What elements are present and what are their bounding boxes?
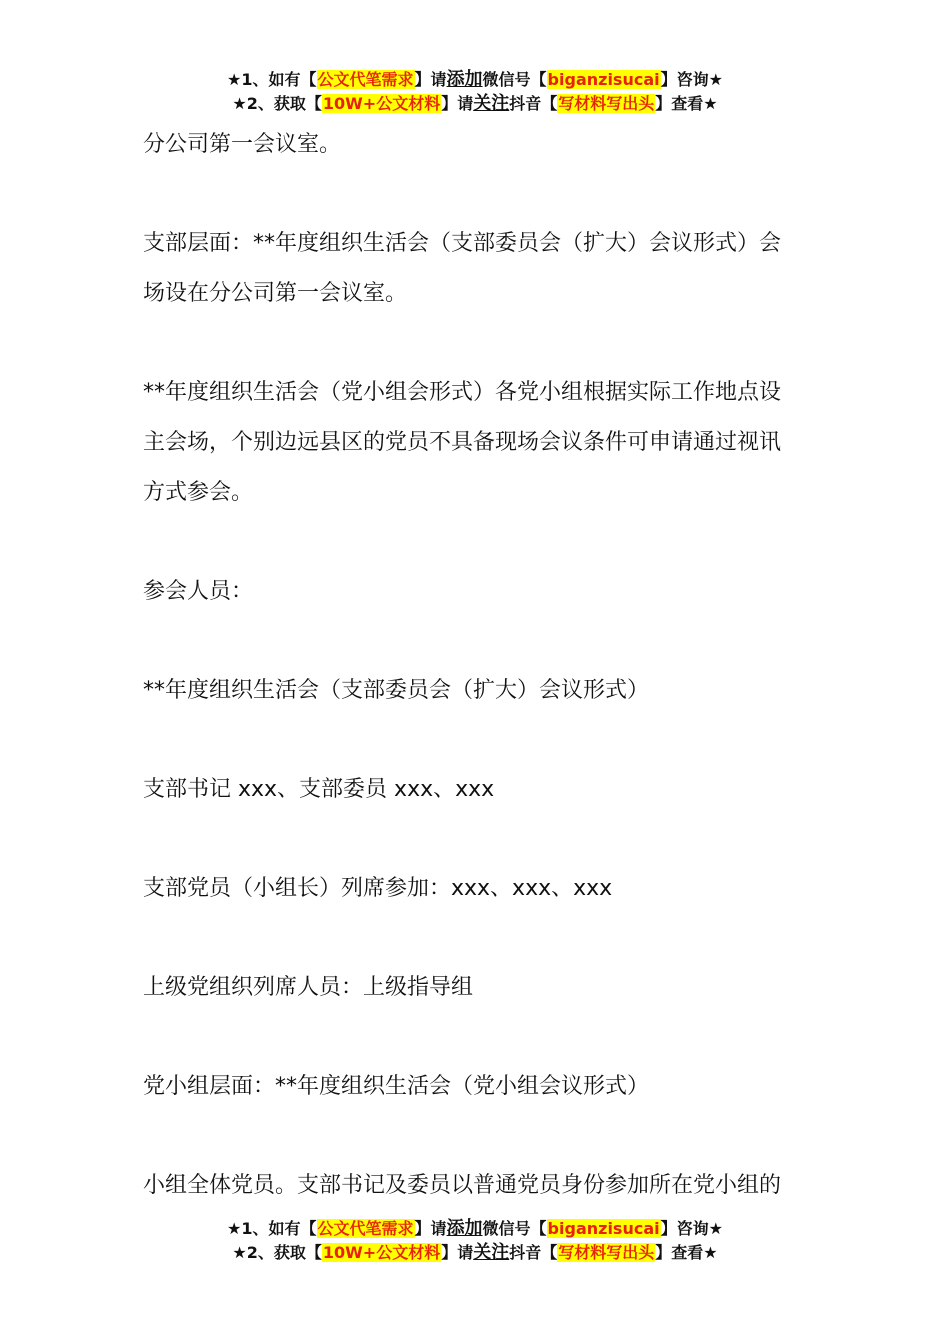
banner-text: 抖音【 (509, 1243, 558, 1262)
paragraph-superior-attendees: 上级党组织列席人员：上级指导组 (143, 975, 474, 1000)
highlight-materials: 10W+公文材料 (322, 94, 441, 113)
highlight-douyin: 写材料写出头 (558, 1243, 655, 1262)
paragraph-branch-level-2: 场设在分公司第一会议室。 (143, 281, 408, 306)
highlight-wechat-id: biganzisucai (547, 1219, 660, 1238)
banner-text: 】请 (414, 1219, 447, 1238)
emphasis-follow: 关注 (473, 1242, 510, 1263)
paragraph-group-meeting-2: 主会场，个别边远县区的党员不具备现场会议条件可申请通过视讯 (143, 430, 782, 455)
star-icon: ★ (227, 1219, 242, 1238)
star-icon: ★ (232, 94, 247, 113)
banner-text: 抖音【 (509, 94, 558, 113)
highlight-service: 公文代笔需求 (317, 1219, 414, 1238)
banner-text: 微信号【 (482, 70, 547, 89)
banner-text: 】咨询★ (660, 1219, 723, 1238)
banner-text: 】咨询★ (660, 70, 723, 89)
paragraph-committee-meeting: **年度组织生活会（支部委员会（扩大）会议形式） (143, 678, 650, 703)
banner-text: 】查看★ (655, 1243, 718, 1262)
star-icon: ★ (227, 70, 242, 89)
banner-text: 2、获取【 (246, 1243, 322, 1262)
highlight-douyin: 写材料写出头 (558, 94, 655, 113)
paragraph-group-meeting-3: 方式参会。 (143, 480, 254, 505)
banner-line-1 (0, 68, 950, 92)
document-body (143, 120, 807, 1211)
footer-banner (0, 1217, 950, 1265)
paragraph-branch-level-1: 支部层面：**年度组织生活会（支部委员会（扩大）会议形式）会 (143, 231, 782, 256)
banner-line-2 (0, 92, 950, 116)
paragraph-all-members: 小组全体党员。支部书记及委员以普通党员身份参加所在党小组的 (143, 1173, 782, 1198)
paragraph-secretary: 支部书记 xxx、支部委员 xxx、xxx (143, 777, 495, 802)
paragraph-venue: 分公司第一会议室。 (143, 132, 342, 157)
paragraph-group-meeting-1: **年度组织生活会（党小组会形式）各党小组根据实际工作地点设 (143, 380, 782, 405)
emphasis-add: 添加 (446, 1218, 483, 1239)
highlight-materials: 10W+公文材料 (322, 1243, 441, 1262)
emphasis-follow: 关注 (473, 93, 510, 114)
paragraph-members-attend: 支部党员（小组长）列席参加：xxx、xxx、xxx (143, 876, 613, 901)
banner-text: 2、获取【 (246, 94, 322, 113)
star-icon: ★ (232, 1243, 247, 1262)
banner-text: 1、如有【 (241, 1219, 317, 1238)
banner-line-1 (0, 1217, 950, 1241)
highlight-wechat-id: biganzisucai (547, 70, 660, 89)
banner-text: 1、如有【 (241, 70, 317, 89)
paragraph-attendees-heading: 参会人员： (143, 579, 254, 604)
banner-text: 】请 (414, 70, 447, 89)
banner-text: 】请 (441, 1243, 474, 1262)
paragraph-group-level: 党小组层面：**年度组织生活会（党小组会议形式） (143, 1074, 650, 1099)
header-banner (0, 68, 950, 116)
banner-text: 】查看★ (655, 94, 718, 113)
banner-text: 】请 (441, 94, 474, 113)
banner-line-2 (0, 1241, 950, 1265)
highlight-service: 公文代笔需求 (317, 70, 414, 89)
emphasis-add: 添加 (446, 69, 483, 90)
banner-text: 微信号【 (482, 1219, 547, 1238)
